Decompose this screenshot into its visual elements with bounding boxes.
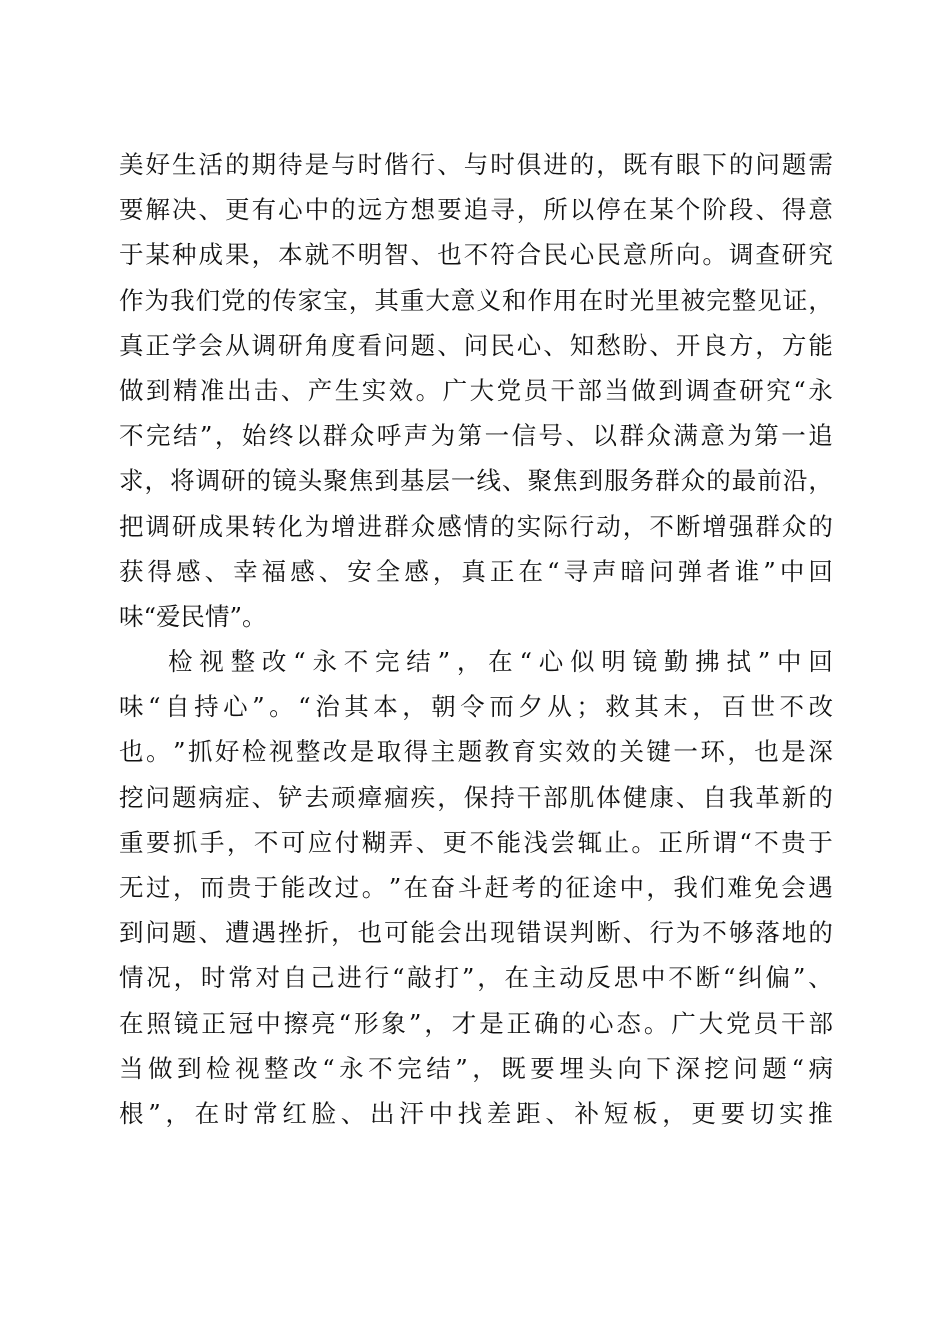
text-line: 到 问 题 、 遭 遇 挫 折 ， 也 可 能 会 出 现 错 误 判 断 、 行 为 不 够 落 地 的 [119,918,833,948]
text-line-paragraph-end: 味“爱民情”。 [119,601,267,631]
text-line: 味 “ 自 持 心 ” 。 “ 治 其 本 ， 朝 令 而 夕 从 ； 救 其 末 ， 百 世 不 改 [119,692,833,722]
text-line: 重 要 抓 手 ， 不 可 应 付 糊 弄 、 更 不 能 浅 尝 辄 止 。 正 所 谓 “ 不 贵 于 [119,827,833,857]
text-line: 不 完 结 ” ， 始 终 以 群 众 呼 声 为 第 一 信 号 、 以 群 众 满 意 为 第 一 追 [119,421,833,451]
text-line-paragraph-start: 检 视 整 改 “ 永 不 完 结 ” ， 在 “ 心 似 明 镜 勤 拂 拭 ” 中 回 [168,647,833,677]
text-line: 在 照 镜 正 冠 中 擦 亮 “ 形 象 ” ， 才 是 正 确 的 心 态 。 广 大 党 员 干 部 [119,1008,833,1038]
text-line: 作 为 我 们 党 的 传 家 宝 ， 其 重 大 意 义 和 作 用 在 时 光 里 被 完 整 见 证 ， [119,285,833,315]
text-line: 获 得 感 、 幸 福 感 、 安 全 感 ， 真 正 在 “ 寻 声 暗 问 弹 者 谁 ” 中 回 [119,556,833,586]
text-line: 情 况 ， 时 常 对 自 己 进 行 “ 敲 打 ” ， 在 主 动 反 思 中 不 断 “ 纠 偏 ” 、 [119,963,833,993]
text-line: 求 ， 将 调 研 的 镜 头 聚 焦 到 基 层 一 线 、 聚 焦 到 服 务 群 众 的 最 前 沿 ， [119,466,833,496]
text-line: 真 正 学 会 从 调 研 角 度 看 问 题 、 问 民 心 、 知 愁 盼 、 开 良 方 ， 方 能 [119,330,833,360]
text-line: 做 到 精 准 出 击 、 产 生 实 效 。 广 大 党 员 干 部 当 做 到 调 查 研 究 “ 永 [119,375,833,405]
text-line: 美 好 生 活 的 期 待 是 与 时 偕 行 、 与 时 俱 进 的 ， 既 有 眼 下 的 问 题 需 [119,150,833,179]
text-line: 也 。 ” 抓 好 检 视 整 改 是 取 得 主 题 教 育 实 效 的 关 键 一 环 ， 也 是 深 [119,737,833,767]
text-line: 把 调 研 成 果 转 化 为 增 进 群 众 感 情 的 实 际 行 动 ， 不 断 增 强 群 众 的 [119,511,833,541]
text-line: 根 ” ， 在 时 常 红 脸 、 出 汗 中 找 差 距 、 补 短 板 ， 更 要 切 实 推 [119,1098,833,1128]
body-text [119,142,833,1136]
text-line: 挖 问 题 病 症 、 铲 去 顽 瘴 痼 疾 ， 保 持 干 部 肌 体 健 康 、 自 我 革 新 的 [119,782,833,812]
text-line: 要 解 决 、 更 有 心 中 的 远 方 想 要 追 寻 ， 所 以 停 在 某 个 阶 段 、 得 意 [119,195,833,225]
text-line: 当 做 到 检 视 整 改 “ 永 不 完 结 ” ， 既 要 埋 头 向 下 深 挖 问 题 “ 病 [119,1053,833,1083]
text-line: 无 过 ， 而 贵 于 能 改 过 。 ” 在 奋 斗 赶 考 的 征 途 中 ， 我 们 难 免 会 遇 [119,873,833,902]
text-line: 于 某 种 成 果 ， 本 就 不 明 智 、 也 不 符 合 民 心 民 意 所 向 。 调 查 研 究 [119,240,833,270]
